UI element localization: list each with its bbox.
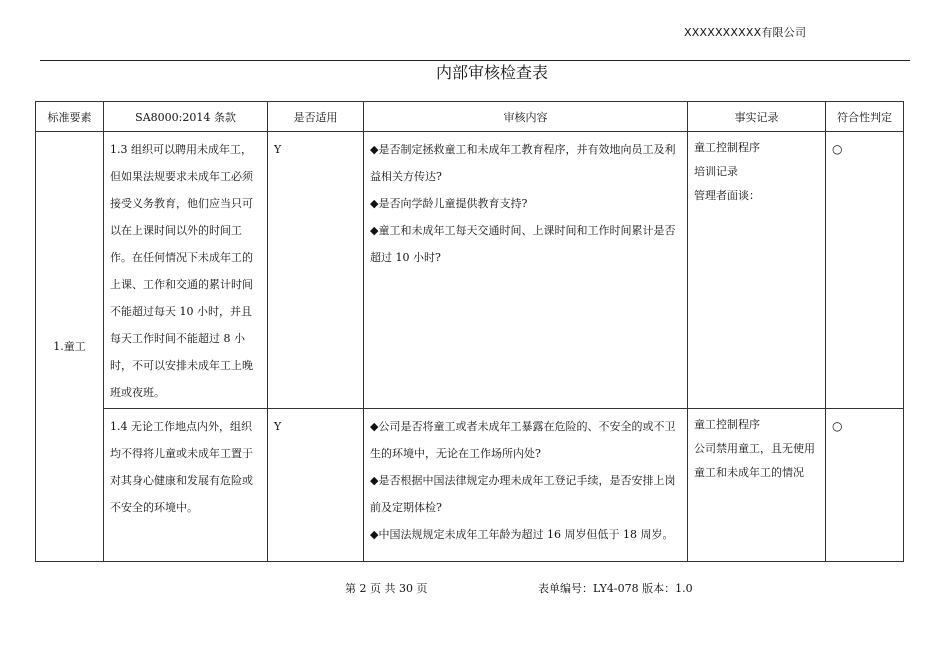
- form-number: 表单编号：LY4-078 版本：1.0: [538, 582, 693, 595]
- record-item: 管理者面谈：: [694, 189, 760, 202]
- column-header-verdict: 符合性判定: [826, 102, 904, 132]
- audit-checklist-table: [35, 101, 904, 562]
- table-header-row: [36, 102, 904, 132]
- column-header-clause: SA8000:2014 条款: [104, 102, 268, 132]
- audit-item: ◆公司是否将童工或者未成年工暴露在危险的、不安全的或不卫生的环境中，无论在工作场所内处?: [370, 420, 676, 460]
- company-name: XXXXXXXXXX有限公司: [684, 26, 807, 39]
- column-header-records: 事实记录: [688, 102, 826, 132]
- fact-records: [688, 132, 826, 409]
- column-header-element: 标准要素: [36, 102, 104, 132]
- column-header-audit-content: 审核内容: [364, 102, 688, 132]
- record-item: 童工控制程序: [694, 141, 760, 154]
- audit-item: ◆是否制定拯救童工和未成年工教育程序，并有效地向员工及利益相关方传达?: [370, 143, 676, 183]
- standard-element: 1.童工: [36, 132, 104, 562]
- page-number: 第 2 页 共 30 页: [345, 582, 428, 595]
- applicable-value: Y: [268, 132, 364, 409]
- audit-item: ◆中国法规规定未成年工年龄为超过 16 周岁但低于 18 周岁。: [370, 528, 674, 541]
- table-row: [36, 409, 904, 562]
- document-title: 内部审核检查表: [435, 63, 548, 82]
- conformity-verdict: ○: [826, 409, 904, 562]
- fact-records: [688, 409, 826, 562]
- record-item: 童工控制程序: [694, 418, 760, 431]
- applicable-value: Y: [268, 409, 364, 562]
- table-row: [36, 132, 904, 409]
- audit-content: [364, 132, 688, 409]
- audit-item: ◆是否根据中国法律规定办理未成年工登记手续，是否安排上岗前及定期体检?: [370, 474, 676, 514]
- clause-text: 1.4 无论工作地点内外，组织均不得将儿童或未成年工置于对其身心健康和发展有危险或不安全的环境中。: [104, 409, 268, 562]
- audit-item: ◆童工和未成年工每天交通时间、上课时间和工作时间累计是否超过 10 小时?: [370, 224, 676, 264]
- audit-content: [364, 409, 688, 562]
- column-header-applicable: 是否适用: [268, 102, 364, 132]
- record-item: 培训记录: [694, 165, 738, 178]
- audit-item: ◆是否向学龄儿童提供教育支持?: [370, 197, 528, 210]
- clause-text: 1.3 组织可以聘用未成年工，但如果法规要求未成年工必须接受义务教育，他们应当只可以在上课时间以外的时间工作。在任何情况下未成年工的上课、工作和交通的累计时间不能超过每天 10 小时，并且每天工作时间不能超过 8 小时，不可以安排未成年工上晚班或夜班。: [104, 132, 268, 409]
- record-item: 公司禁用童工，且无使用童工和未成年工的情况: [694, 442, 815, 479]
- conformity-verdict: ○: [826, 132, 904, 409]
